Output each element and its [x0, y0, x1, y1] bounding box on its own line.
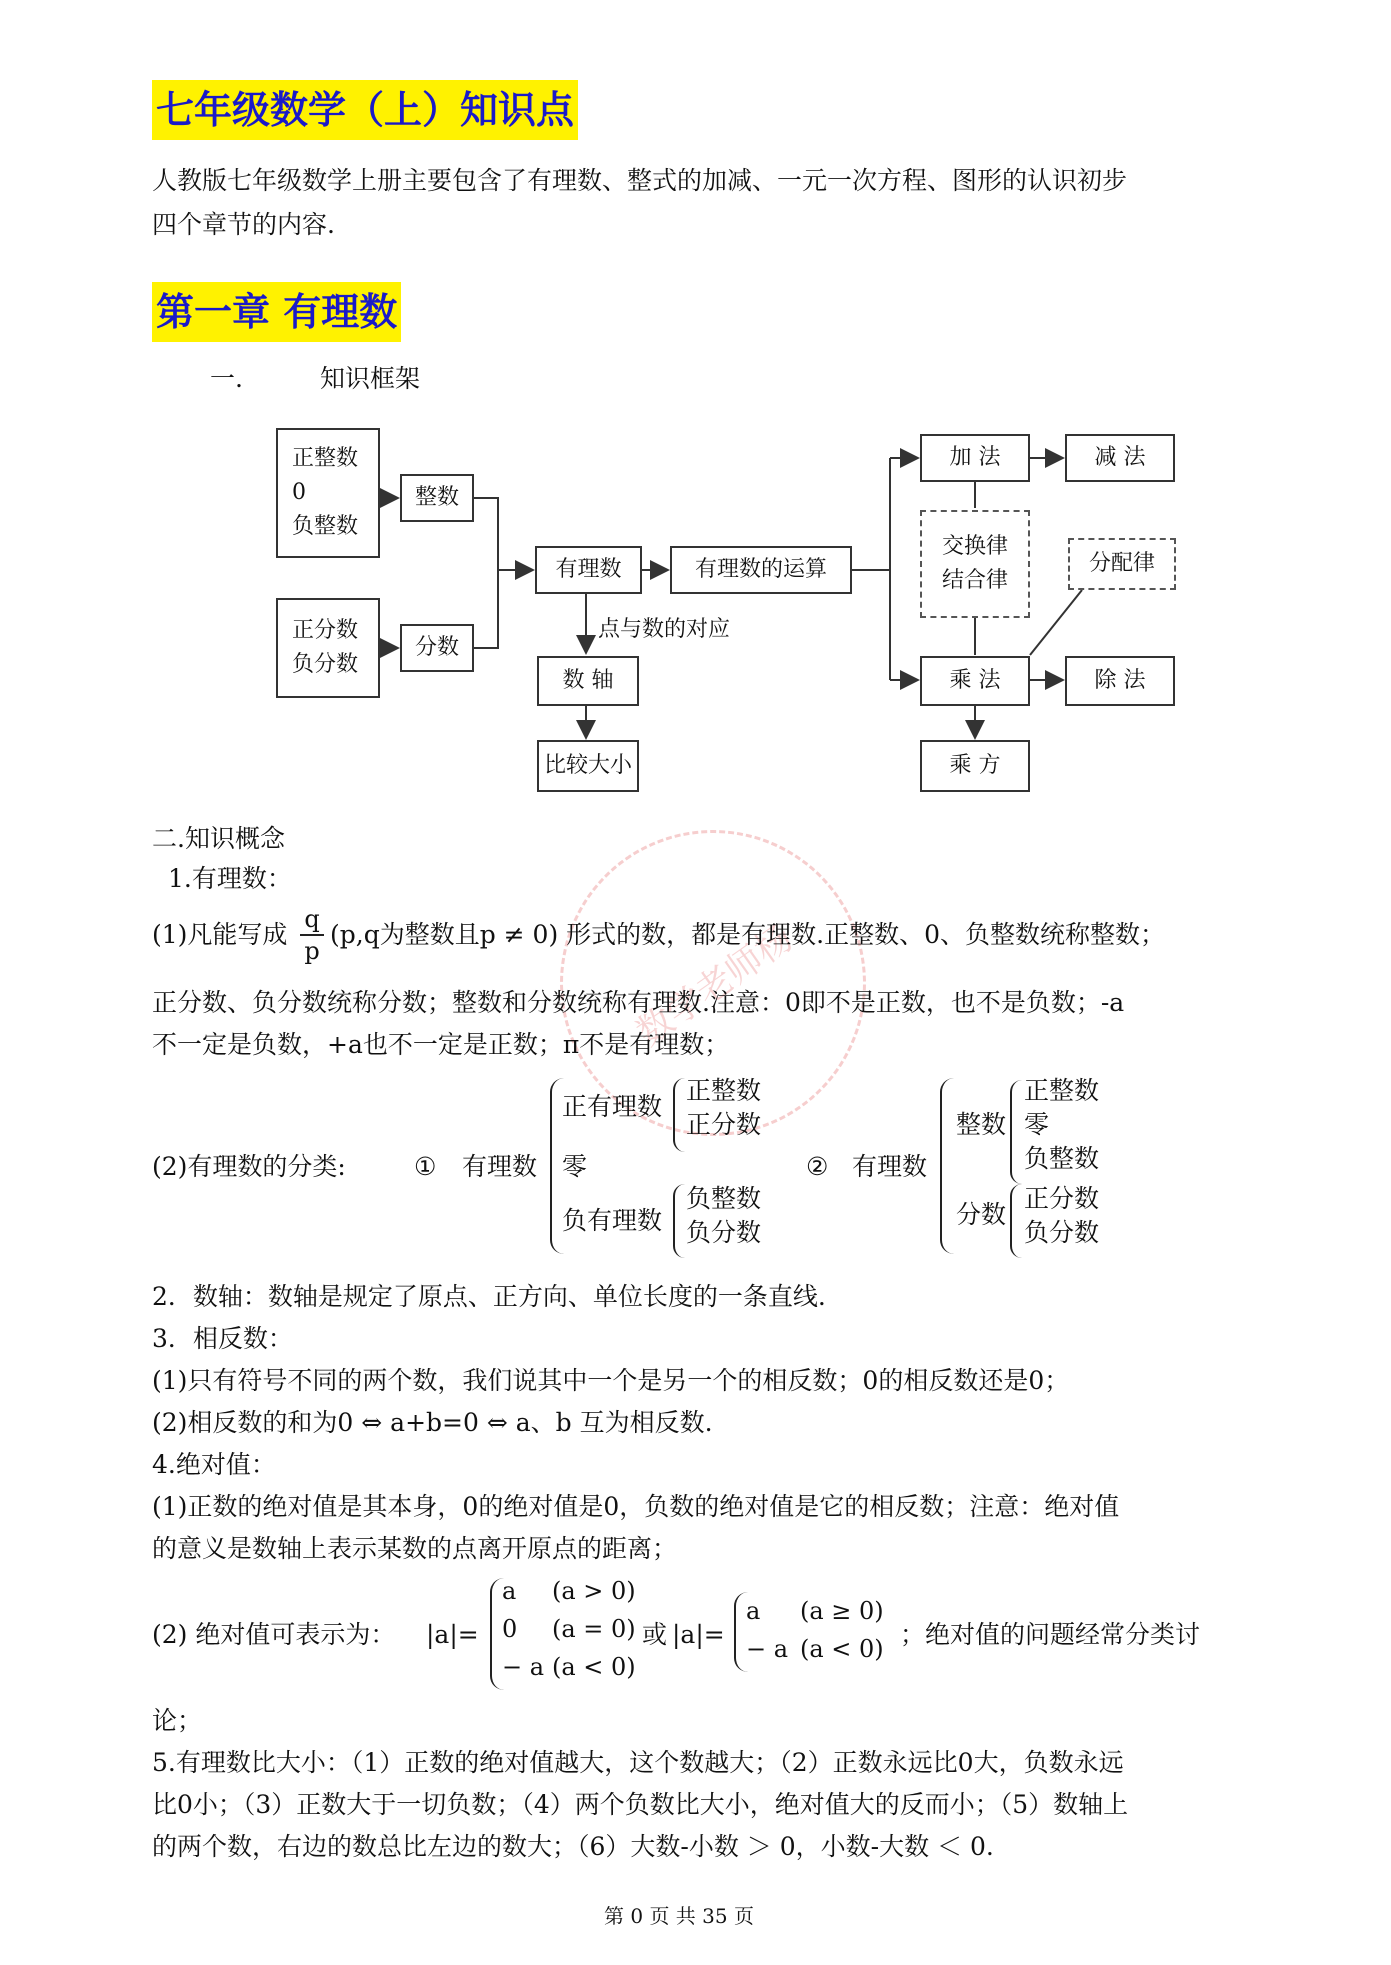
- section-1-number: 一.: [210, 364, 243, 393]
- box-power: 乘 方: [920, 740, 1030, 792]
- cls-label: (2)有理数的分类:: [152, 1152, 346, 1181]
- box-addition: 加 法: [920, 434, 1030, 482]
- cls1-brace-pos: [673, 1078, 685, 1152]
- abs1-case-3: − a: [502, 1653, 545, 1681]
- p5-line-3: 的两个数，右边的数总比左边的数大；（6）大数-小数 ＞ 0，小数-大数 ＜ 0.: [152, 1832, 994, 1861]
- abs2-cond-1: (a ≥ 0): [800, 1597, 884, 1625]
- section-1-label: 知识框架: [320, 364, 421, 393]
- p5-line-1: 5.有理数比大小：（1）正数的绝对值越大，这个数越大；（2）正数永远比0大，负数永远: [152, 1748, 1124, 1777]
- cls2-brace-root: [940, 1078, 954, 1254]
- p4-a-line-2: 的意义是数轴上表示某数的点离开原点的距离；: [152, 1534, 678, 1563]
- box-distributive: 分配律: [1068, 538, 1176, 590]
- p1-heading: 1.有理数：: [168, 864, 292, 893]
- p3-b: (2)相反数的和为0 ⇔ a+b=0 ⇔ a、b 互为相反数.: [152, 1408, 713, 1437]
- p4-a-line-1: (1)正数的绝对值是其本身，0的绝对值是0，负数的绝对值是它的相反数；注意：绝对值: [152, 1492, 1120, 1521]
- abs-pre: (2) 绝对值可表示为：: [152, 1620, 396, 1649]
- abs1-cond-3: (a < 0): [552, 1653, 636, 1681]
- box-fraction: 分数: [400, 624, 474, 672]
- label-associative: 结合律: [941, 568, 1008, 593]
- cls2-neg-int: 负整数: [1024, 1144, 1100, 1173]
- intro-line-1: 人教版七年级数学上册主要包含了有理数、整式的加减、一元一次方程、图形的认识初步: [152, 166, 1128, 195]
- abs-post: ；绝对值的问题经常分类讨: [900, 1620, 1201, 1649]
- cls1-negative: 负有理数: [562, 1206, 663, 1235]
- cls1-root: 有理数: [462, 1152, 538, 1181]
- diagram-connectors: [0, 0, 1391, 820]
- chapter-heading: 第一章 有理数: [152, 282, 401, 342]
- abs1-case-2: 0: [502, 1615, 518, 1643]
- cls2-pos-frac: 正分数: [1024, 1184, 1100, 1213]
- label-positive-int: 正整数: [292, 446, 359, 471]
- page-footer: 第 0 页 共 35 页: [604, 1904, 754, 1928]
- p4-heading: 4.绝对值：: [152, 1450, 276, 1479]
- abs1-cond-1: (a > 0): [552, 1577, 636, 1605]
- box-fractions-list: [276, 598, 380, 698]
- cls-marker-1: ①: [414, 1152, 437, 1181]
- abs2-case-2: − a: [746, 1635, 789, 1663]
- abs-or: 或: [642, 1620, 668, 1649]
- watermark-stamp: 数学老师杨: [500, 770, 926, 1196]
- p1-a-pre: (1)凡能写成: [152, 920, 288, 949]
- cls-marker-2: ②: [806, 1152, 829, 1181]
- doc-title: 七年级数学（上）知识点: [152, 80, 578, 140]
- box-subtraction: 减 法: [1065, 434, 1175, 482]
- p5-line-2: 比0小；（3）正数大于一切负数；（4）两个负数比大小，绝对值大的反而小；（5）数轴上: [152, 1790, 1129, 1819]
- p2-number-line: 2．数轴：数轴是规定了原点、正方向、单位长度的一条直线.: [152, 1282, 826, 1311]
- box-laws: [920, 510, 1030, 618]
- label-positive-frac: 正分数: [292, 618, 359, 643]
- box-division: 除 法: [1065, 656, 1175, 706]
- box-integers-list: [276, 428, 380, 558]
- cls1-neg-int: 负整数: [686, 1184, 762, 1213]
- section-2-heading: 二.知识概念: [152, 824, 285, 853]
- p1-a-post: (p,q为整数且p ≠ 0) 形式的数，都是有理数.正整数、0、负整数统称整数；: [330, 920, 1166, 949]
- abs-tail: 论；: [152, 1706, 203, 1735]
- cls2-root: 有理数: [852, 1152, 928, 1181]
- label-negative-int: 负整数: [292, 514, 359, 539]
- cls1-neg-frac: 负分数: [686, 1218, 762, 1247]
- box-integer: 整数: [400, 474, 474, 522]
- abs-lhs-1: |a|=: [426, 1620, 479, 1649]
- cls2-pos-int: 正整数: [1024, 1076, 1100, 1105]
- p1-a-line-3: 不一定是负数，+a也不一定是正数；π不是有理数；: [152, 1030, 730, 1059]
- box-operations: 有理数的运算: [670, 546, 852, 594]
- cls2-integer: 整数: [956, 1110, 1007, 1139]
- p1-a-line-2: 正分数、负分数统称分数；整数和分数统称有理数.注意：0即不是正数，也不是负数；-a: [152, 988, 1125, 1017]
- abs-lhs-2: |a|=: [672, 1620, 725, 1649]
- abs1-cond-2: (a = 0): [552, 1615, 636, 1643]
- cls1-zero: 零: [562, 1152, 588, 1181]
- cls1-pos-frac: 正分数: [686, 1110, 762, 1139]
- cls2-zero: 零: [1024, 1110, 1050, 1139]
- label-commutative: 交换律: [941, 534, 1008, 559]
- abs2-cond-2: (a < 0): [800, 1635, 884, 1663]
- fraction-denominator: p: [304, 937, 320, 965]
- cls2-brace-frac: [1010, 1184, 1022, 1258]
- cls2-brace-int: [1010, 1080, 1022, 1184]
- cls1-positive: 正有理数: [562, 1092, 663, 1121]
- fraction: [300, 904, 324, 966]
- intro-line-2: 四个章节的内容.: [152, 210, 335, 239]
- box-number-line: 数 轴: [537, 656, 639, 706]
- p3-a: (1)只有符号不同的两个数，我们说其中一个是另一个的相反数；0的相反数还是0；: [152, 1366, 1070, 1395]
- label-zero: 0: [292, 480, 306, 505]
- fraction-numerator: q: [300, 904, 324, 936]
- label-negative-frac: 负分数: [292, 652, 359, 677]
- cls2-fraction: 分数: [956, 1200, 1007, 1229]
- cls2-neg-frac: 负分数: [1024, 1218, 1100, 1247]
- cls1-brace-neg: [673, 1184, 685, 1258]
- p3-heading: 3．相反数：: [152, 1324, 293, 1353]
- cls1-pos-int: 正整数: [686, 1076, 762, 1105]
- box-rational: 有理数: [535, 546, 642, 594]
- edge-label: 点与数的对应: [598, 617, 731, 642]
- abs1-case-1: a: [502, 1577, 517, 1605]
- box-compare: 比较大小: [537, 740, 639, 792]
- box-multiplication: 乘 法: [920, 656, 1030, 706]
- abs2-case-1: a: [746, 1597, 761, 1625]
